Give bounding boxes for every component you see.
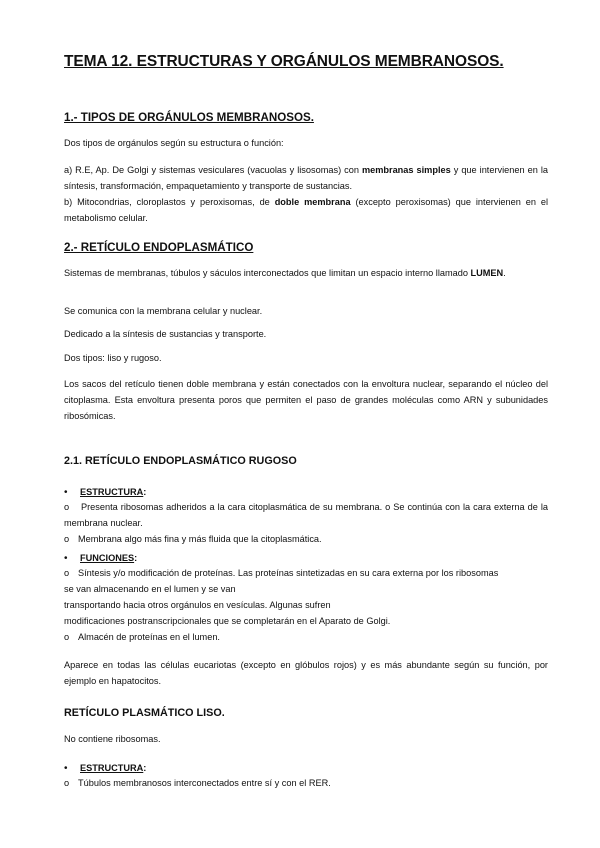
circle-bullet-icon: o	[64, 534, 70, 544]
bullet-icon: •	[64, 553, 68, 564]
item-b-bold: doble membrana	[274, 197, 351, 207]
p1-text-start: Sistemas de membranas, túbulos y sáculos interconectados que limitan un espacio interno llamado	[64, 268, 471, 278]
estructura-item-1	[64, 499, 548, 531]
liso-estructura-item-1-text: Túbulos membranosos interconectados entre sí y con el RER.	[78, 778, 331, 788]
circle-bullet-icon: o	[64, 502, 70, 512]
liso-estructura-label: ESTRUCTURA	[80, 763, 144, 773]
circle-bullet-icon: o	[64, 778, 70, 788]
section-2-p1	[64, 265, 548, 281]
section-2-p3: Dedicado a la síntesis de sustancias y transporte.	[64, 329, 267, 339]
liso-estructura-colon: :	[143, 763, 147, 773]
section-2-p5: Los sacos del retículo tienen doble membrana y están conectados con la envoltura nuclear, separando el núcleo del citoplasma. Esta envoltura presenta poros que permiten el paso de grandes moléculas como ARN y subunidades ribosómicas.	[64, 379, 548, 421]
estructura-item-2	[64, 531, 322, 547]
estructura-item-1-text: Presenta ribosomas adheridos a la cara citoplasmática de su membrana. o Se continúa con la cara externa de la membrana nuclear.	[64, 502, 548, 528]
funciones-item-1-line-1	[64, 565, 498, 581]
section-1-intro: Dos tipos de orgánulos según su estructura o función:	[64, 138, 284, 148]
funciones-label: FUNCIONES	[80, 553, 135, 563]
funciones-item-1-line-3: transportando hacia otros orgánulos en vesículas. Algunas sufren	[64, 600, 331, 610]
item-b-text-end: (excepto peroxisomas) que intervienen en el metabolismo celular.	[64, 197, 548, 223]
circle-bullet-icon: o	[64, 632, 70, 642]
funciones-item-1a-text: Síntesis y/o modificación de proteínas. Las proteínas sintetizadas en su cara externa por los ribosomas	[78, 568, 499, 578]
section-2-1-heading: 2.1. RETÍCULO ENDOPLASMÁTICO RUGOSO	[64, 455, 297, 467]
reticulo-liso-heading: RETÍCULO PLASMÁTICO LISO.	[64, 707, 225, 719]
estructura-label: ESTRUCTURA	[80, 487, 144, 497]
estructura-colon: :	[143, 487, 147, 497]
lumen-bold: LUMEN	[470, 268, 504, 278]
p1-text-end: .	[503, 268, 506, 278]
item-a-text-start: a) R.E, Ap. De Golgi y sistemas vesiculares (vacuolas y lisosomas) con	[64, 165, 362, 175]
bullet-icon: •	[64, 763, 68, 774]
estructura-item-2-text: Membrana algo más fina y más fluida que la citoplasmática.	[78, 534, 322, 544]
funciones-item-2	[64, 629, 220, 645]
bullet-icon: •	[64, 487, 68, 498]
section-1-item-b	[64, 194, 548, 226]
section-2-p4: Dos tipos: liso y rugoso.	[64, 353, 162, 363]
section-2-1-closing: Aparece en todas las células eucariotas (excepto en glóbulos rojos) y es más abundante según su función, por ejemplo en hapatocitos.	[64, 660, 548, 686]
circle-bullet-icon: o	[64, 568, 70, 578]
funciones-colon: :	[134, 553, 138, 563]
liso-estructura-item-1	[64, 775, 331, 791]
section-1-heading: 1.- TIPOS DE ORGÁNULOS MEMBRANOSOS.	[64, 111, 314, 124]
item-b-text-start: b) Mitocondrias, cloroplastos y peroxisomas, de	[64, 197, 275, 207]
funciones-item-1-line-4: modificaciones postranscripcionales que se completarán en el Aparato de Golgi.	[64, 616, 391, 626]
reticulo-liso-p1: No contiene ribosomas.	[64, 734, 161, 744]
item-a-bold: membranas simples	[361, 165, 451, 175]
item-a-text-end: y que intervienen en la síntesis, transformación, empaquetamiento y transporte de sustancias.	[64, 165, 548, 191]
funciones-item-2-text: Almacén de proteínas en el lumen.	[78, 632, 220, 642]
funciones-item-1-line-2: se van almacenando en el lumen y se van	[64, 584, 236, 594]
page-title: TEMA 12. ESTRUCTURAS Y ORGÁNULOS MEMBRANOSOS.	[64, 53, 504, 70]
section-2-p2: Se comunica con la membrana celular y nuclear.	[64, 306, 263, 316]
section-1-item-a	[64, 162, 548, 194]
section-2-heading: 2.- RETÍCULO ENDOPLASMÁTICO	[64, 241, 254, 254]
